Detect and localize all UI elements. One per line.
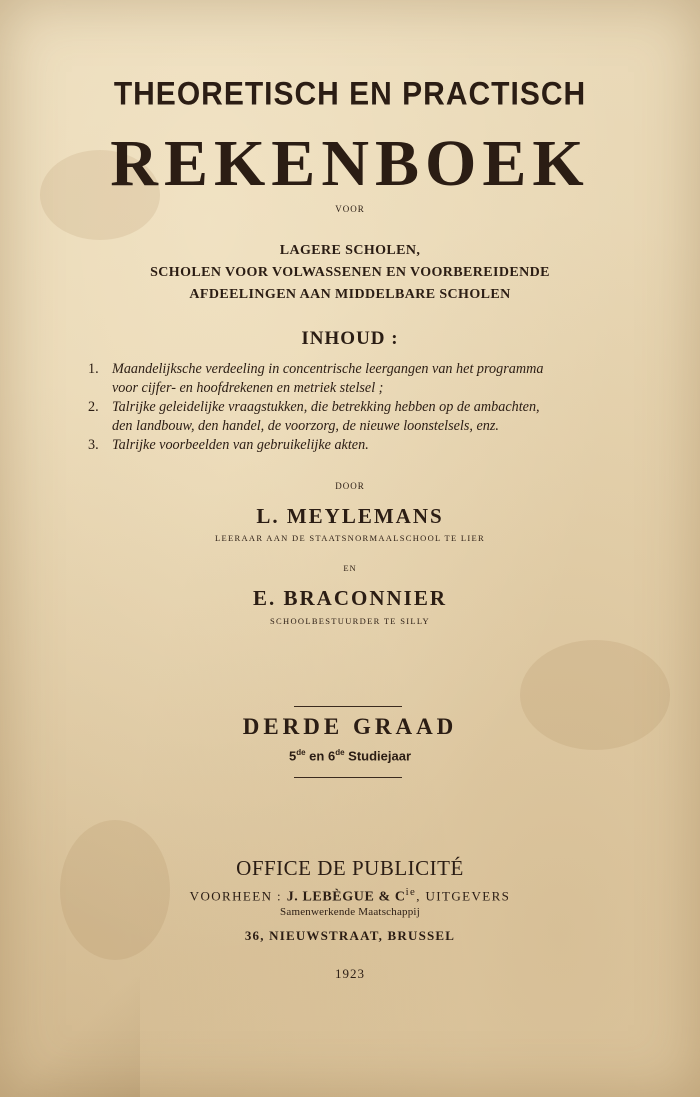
year-b: 6 — [327, 748, 336, 764]
contents-item-text — [112, 360, 543, 398]
book-title: REKENBOEK — [110, 127, 590, 200]
year-a: 5 — [288, 748, 297, 764]
contents-item-text — [112, 436, 369, 455]
publisher-name: J. LEBÈGUE & C — [286, 889, 406, 905]
divider-top — [294, 706, 402, 707]
contents-item-text — [112, 398, 540, 436]
publisher-line — [0, 886, 700, 905]
en-label: EN — [343, 563, 357, 573]
contents-item-number: 2. — [88, 399, 99, 415]
publication-year: 1923 — [335, 966, 365, 981]
title-line-1: THEORETISCH EN PRACTISCH — [113, 76, 587, 113]
formerly-label: VOORHEEN : — [189, 888, 287, 904]
contents-item-number: 1. — [88, 361, 99, 377]
author-2-name: E. BRACONNIER — [252, 586, 448, 610]
contents-item-line: Talrijke geleidelijke vraagstukken, die betrekking hebben op de ambachten, — [112, 399, 540, 415]
contents-item-line: den landbouw, den handel, de voorzorg, de nieuwe loonstelsels, enz. — [112, 418, 499, 434]
contents-heading: INHOUD : — [301, 328, 399, 349]
year-b-suffix: de — [335, 748, 345, 757]
voor-label: VOOR — [335, 204, 365, 214]
contents-list — [88, 360, 628, 455]
grade-title: DERDE GRAAD — [242, 714, 458, 739]
door-label: DOOR — [335, 481, 365, 491]
contents-item-line: Maandelijksche verdeeling in concentrische leergangen van het programma — [112, 361, 544, 377]
author-2-role: SCHOOLBESTUURDER TE SILLY — [270, 616, 430, 626]
worn-corner — [0, 977, 140, 1097]
audience-line-1: LAGERE SCHOLEN, — [279, 243, 421, 258]
audience-line-2: SCHOLEN VOOR VOLWASSENEN EN VOORBEREIDENDE — [150, 265, 550, 280]
publisher-name-sup: ie — [405, 886, 417, 898]
publisher-suffix: , UITGEVERS — [416, 888, 511, 904]
contents-item — [88, 398, 628, 436]
divider-bottom — [294, 777, 402, 778]
contents-item-number: 3. — [88, 437, 99, 453]
contents-item — [88, 360, 628, 398]
author-1-name: L. MEYLEMANS — [256, 504, 444, 528]
publisher-office: OFFICE DE PUBLICITÉ — [236, 856, 464, 880]
publisher-address: 36, NIEUWSTRAAT, BRUSSEL — [244, 928, 456, 943]
contents-item-line: voor cijfer- en hoofdrekenen en metriek stelsel ; — [112, 380, 384, 396]
contents-item-line: Talrijke voorbeelden van gebruikelijke akten. — [112, 437, 369, 453]
study-years — [0, 748, 700, 763]
contents-item — [88, 436, 628, 455]
year-joiner: en — [305, 748, 328, 764]
year-a-suffix: de — [296, 748, 306, 757]
publisher-company: Samenwerkende Maatschappij — [280, 906, 420, 918]
author-1-role: LEERAAR AAN DE STAATSNORMAALSCHOOL TE LIER — [215, 533, 485, 543]
audience-line-3: AFDEELINGEN AAN MIDDELBARE SCHOLEN — [189, 287, 511, 302]
study-years-label: Studiejaar — [344, 748, 412, 764]
